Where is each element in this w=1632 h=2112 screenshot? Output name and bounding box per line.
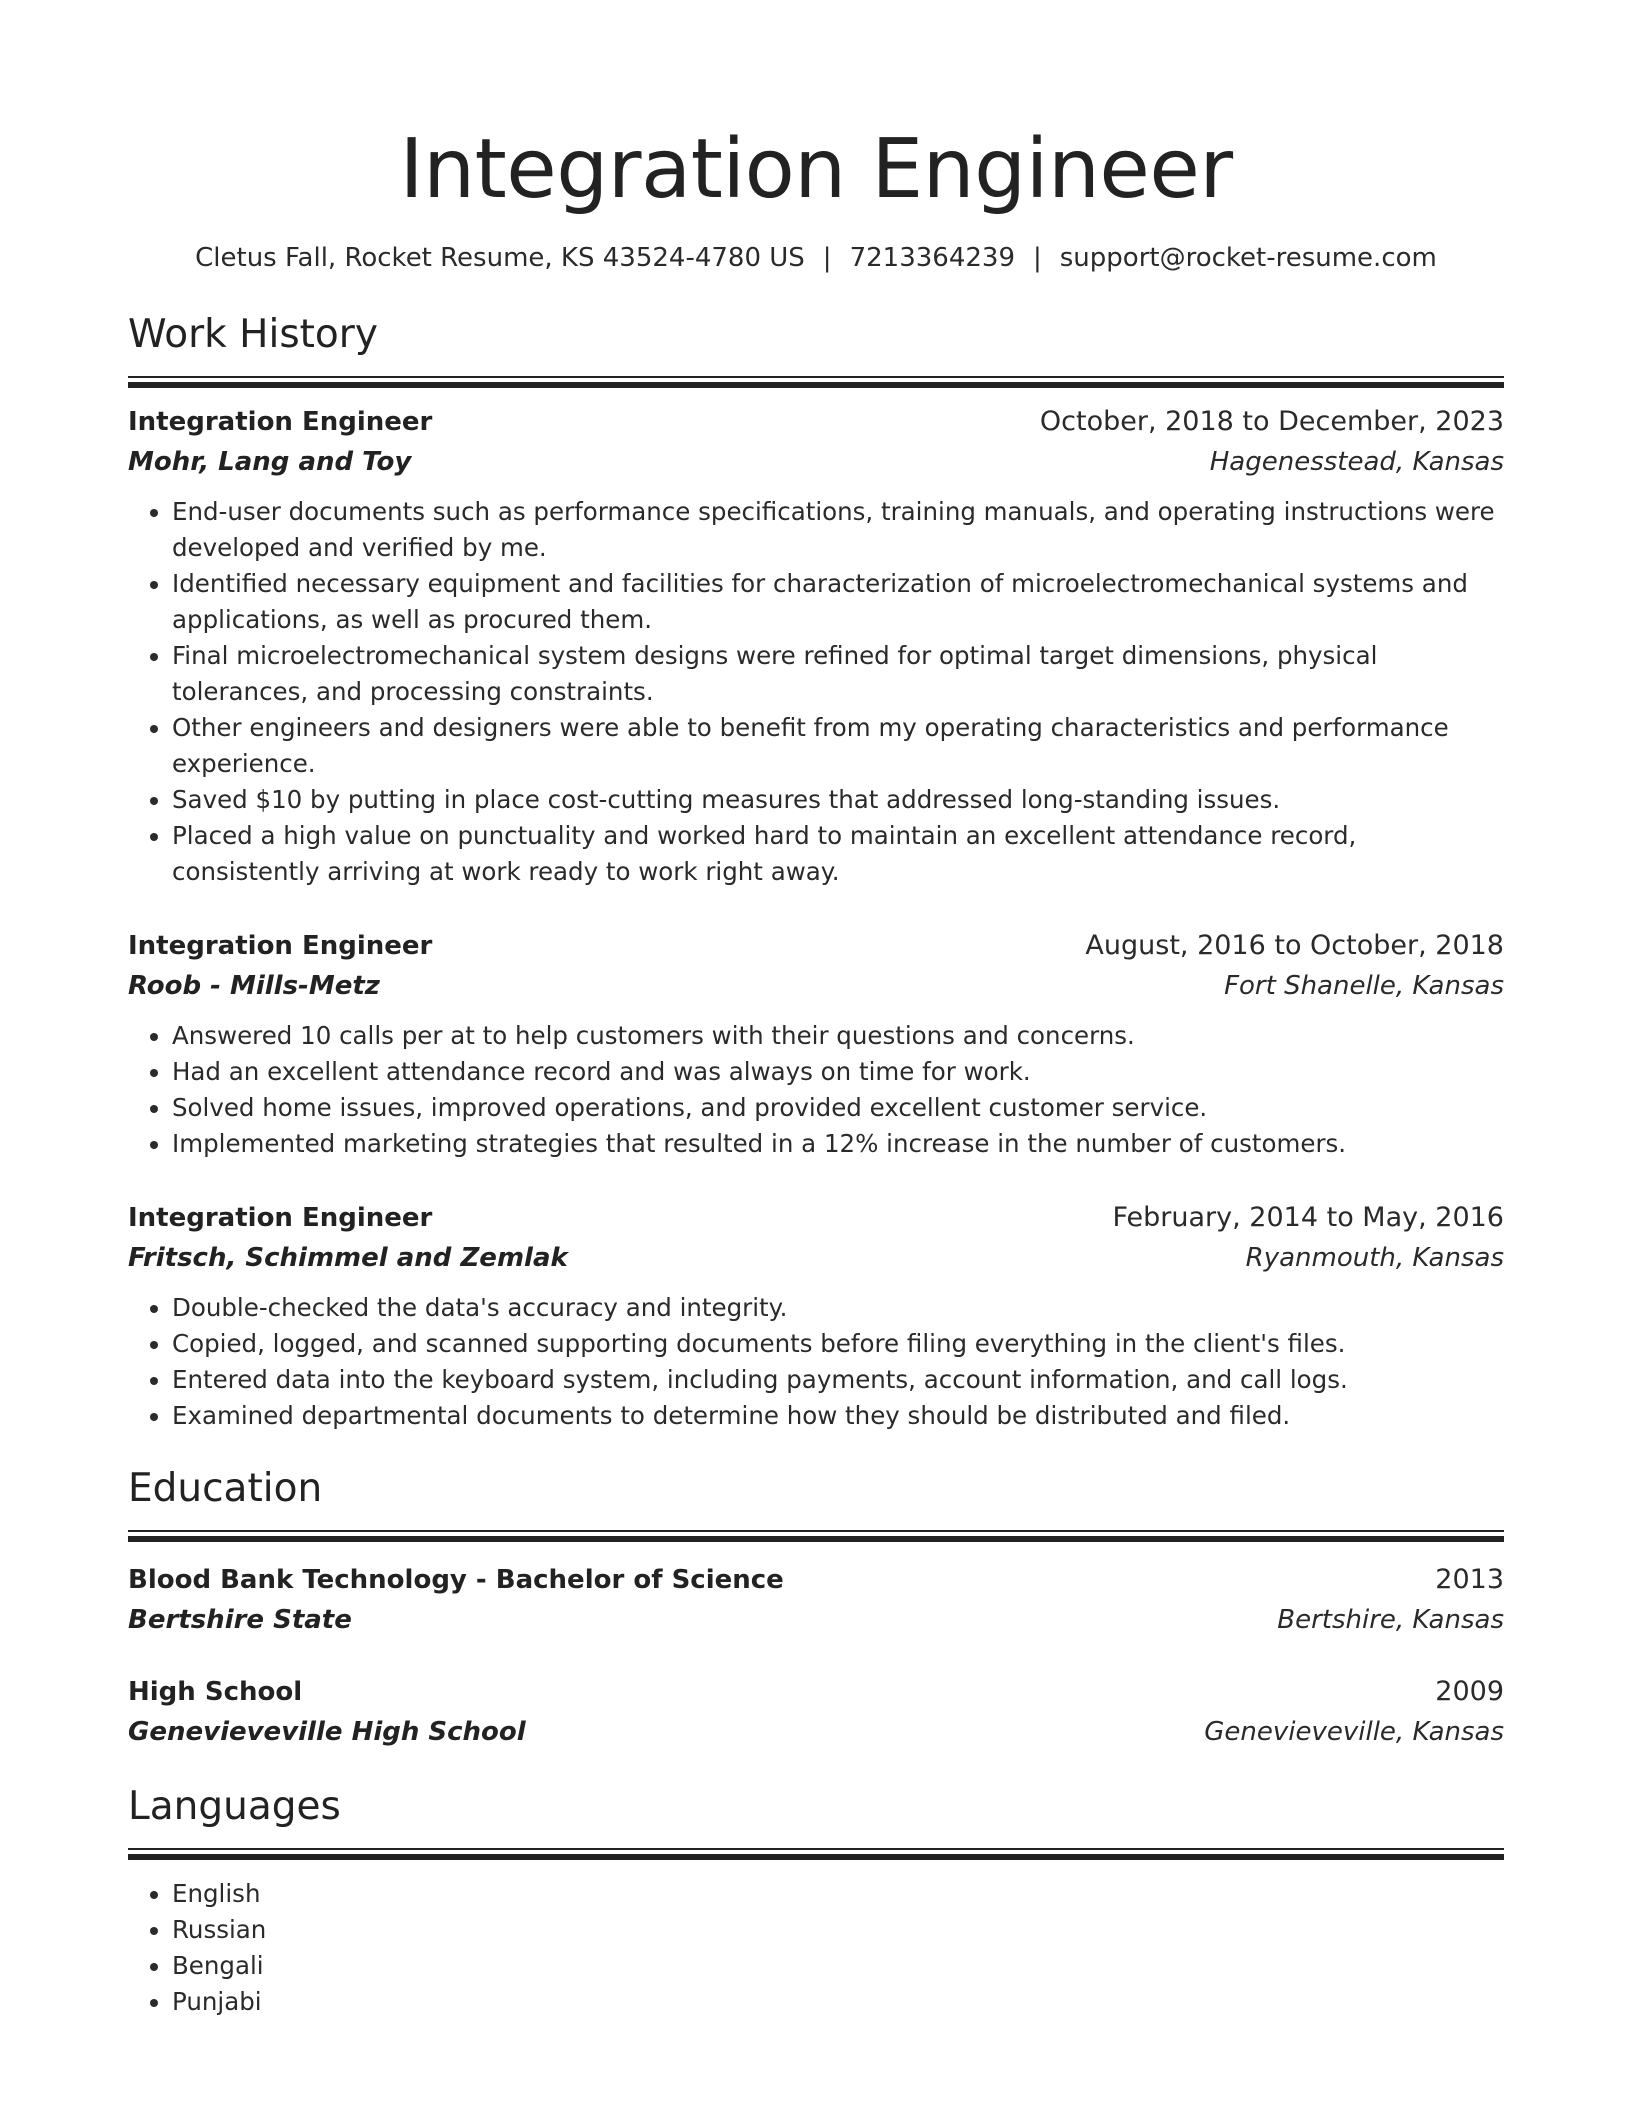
job-location: Hagenesstead, Kansas: [1209, 447, 1504, 477]
education-school-row: [128, 1712, 1504, 1752]
education-entry: [128, 1560, 1504, 1640]
education-location: Bertshire, Kansas: [1277, 1605, 1504, 1635]
job-title: Integration Engineer: [128, 407, 433, 437]
job-company-row: [128, 1238, 1504, 1278]
section-heading-education: Education: [128, 1466, 323, 1511]
job-bullet: • Had an excellent attendance record and was always on time for work.: [172, 1054, 1504, 1090]
job-company: Mohr, Lang and Toy: [128, 447, 412, 477]
job-bullet: • Answered 10 calls per at to help customers with their questions and concerns.: [172, 1018, 1504, 1054]
contact-line: [128, 240, 1504, 276]
job-bullet: • Solved home issues, improved operations, and provided excellent customer service.: [172, 1090, 1504, 1126]
education-header-row: [128, 1560, 1504, 1600]
section-heading-languages: Languages: [128, 1784, 341, 1829]
education-degree: High School: [128, 1677, 303, 1707]
job-bullet: • Copied, logged, and scanned supporting documents before filing everything in the client's files.: [172, 1326, 1504, 1362]
job-bullet: • Implemented marketing strategies that resulted in a 12% increase in the number of customers.: [172, 1126, 1504, 1162]
job-entry: [128, 1198, 1504, 1434]
job-bullet: • Saved $10 by putting in place cost-cutting measures that addressed long-standing issues.: [172, 782, 1504, 818]
job-bullet: • Final microelectromechanical system designs were refined for optimal target dimensions, physical tolerances, and processing constraints.: [172, 638, 1504, 710]
education-school-row: [128, 1600, 1504, 1640]
language-list: [128, 1876, 1504, 2020]
section-divider: [128, 1848, 1504, 1860]
job-bullet: • Examined departmental documents to determine how they should be distributed and filed.: [172, 1398, 1504, 1434]
job-bullet-list: [128, 1018, 1504, 1162]
job-header-row: [128, 1198, 1504, 1238]
education-header-row: [128, 1672, 1504, 1712]
job-header-row: [128, 926, 1504, 966]
job-bullet-list: [128, 494, 1504, 890]
section-divider: [128, 376, 1504, 388]
language-item: • Russian: [172, 1912, 1504, 1948]
education-entry: [128, 1672, 1504, 1752]
job-bullet: • End-user documents such as performance specifications, training manuals, and operating instructions were developed and verified by me.: [172, 494, 1504, 566]
language-item: • English: [172, 1876, 1504, 1912]
education-degree: Blood Bank Technology - Bachelor of Science: [128, 1565, 784, 1595]
job-location: Fort Shanelle, Kansas: [1224, 971, 1504, 1001]
contact-email: support@rocket-resume.com: [1059, 243, 1437, 273]
job-title: Integration Engineer: [128, 1203, 433, 1233]
job-bullet: • Placed a high value on punctuality and worked hard to maintain an excellent attendance record, consistently arriving at work ready to work right away.: [172, 818, 1504, 890]
job-dates: October, 2018 to December, 2023: [1039, 406, 1504, 437]
job-location: Ryanmouth, Kansas: [1245, 1243, 1504, 1273]
education-school: Bertshire State: [128, 1605, 352, 1635]
education-section: [128, 1464, 1504, 1752]
contact-phone: 7213364239: [849, 243, 1015, 273]
job-bullet: • Identified necessary equipment and facilities for characterization of microelectromechanical systems and applications, as well as procured them.: [172, 566, 1504, 638]
resume-title: Integration Engineer: [399, 122, 1233, 217]
job-company: Fritsch, Schimmel and Zemlak: [128, 1243, 568, 1273]
job-dates: February, 2014 to May, 2016: [1112, 1202, 1504, 1233]
job-company-row: [128, 442, 1504, 482]
job-company: Roob - Mills-Metz: [128, 971, 380, 1001]
job-company-row: [128, 966, 1504, 1006]
job-dates: August, 2016 to October, 2018: [1085, 930, 1504, 961]
contact-address: Cletus Fall, Rocket Resume, KS 43524-4780 US: [195, 243, 805, 273]
contact-separator: |: [822, 243, 832, 273]
job-entry: [128, 926, 1504, 1162]
language-item: • Punjabi: [172, 1984, 1504, 2020]
education-year: 2009: [1435, 1676, 1504, 1707]
job-header-row: [128, 402, 1504, 442]
job-bullet: • Other engineers and designers were able to benefit from my operating characteristics and performance experience.: [172, 710, 1504, 782]
section-heading-work-history: Work History: [128, 312, 378, 357]
job-bullet: • Double-checked the data's accuracy and integrity.: [172, 1290, 1504, 1326]
job-bullet-list: [128, 1290, 1504, 1434]
education-school: Genevieveville High School: [128, 1717, 526, 1747]
languages-section: [128, 1782, 1504, 2020]
education-location: Genevieveville, Kansas: [1204, 1717, 1504, 1747]
work-history-section: [128, 310, 1504, 1434]
job-bullet: • Entered data into the keyboard system, including payments, account information, and call logs.: [172, 1362, 1504, 1398]
contact-separator: |: [1032, 243, 1042, 273]
education-year: 2013: [1435, 1564, 1504, 1595]
job-entry: [128, 402, 1504, 890]
section-divider: [128, 1530, 1504, 1542]
language-item: • Bengali: [172, 1948, 1504, 1984]
job-title: Integration Engineer: [128, 931, 433, 961]
